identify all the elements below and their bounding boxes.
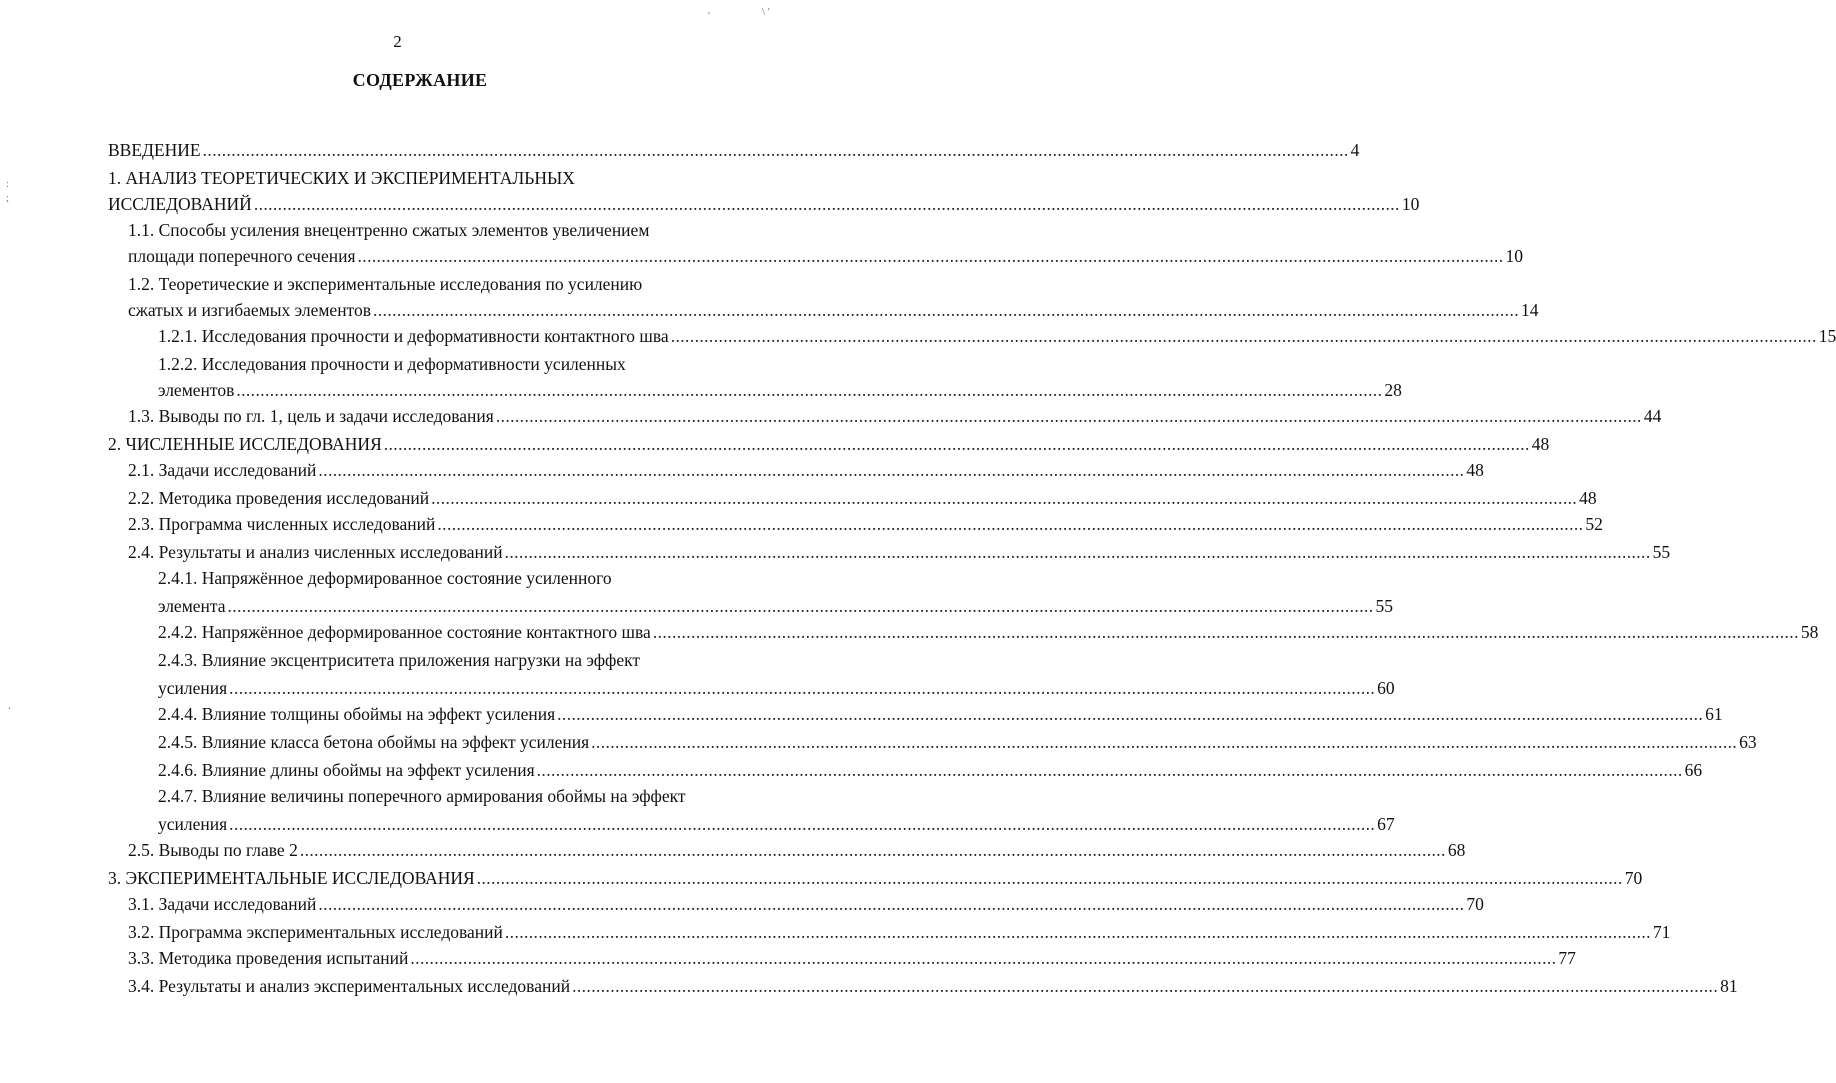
- toc-entry-title: 1.2. Теоретические и экспериментальные исследования по усилению: [128, 274, 643, 294]
- toc-entry: [128, 270, 642, 298]
- toc-leader-dots: [228, 592, 1374, 620]
- toc-leader-dots: [229, 674, 1375, 702]
- toc-entry-title: усиления: [158, 814, 228, 834]
- toc-entry: [128, 402, 1662, 430]
- toc-entry: [158, 810, 1395, 838]
- toc-entry: [128, 242, 1524, 270]
- toc-entry-page: 70: [1624, 868, 1643, 888]
- toc-entry-page: 61: [1705, 704, 1723, 724]
- toc-entry-title: 2.4.7. Влияние величины поперечного армирования обоймы на эффект: [158, 786, 686, 806]
- toc-entry-page: 81: [1720, 976, 1738, 996]
- toc-entry-page: 77: [1558, 948, 1576, 968]
- toc-entry: [158, 564, 612, 592]
- toc-entry-title: 2.4.1. Напряжённое деформированное состояние усиленного: [158, 568, 612, 588]
- toc-leader-dots: [671, 322, 1817, 350]
- toc-entry-page: 70: [1466, 894, 1484, 914]
- toc-entry-title: элементов: [158, 380, 235, 400]
- toc-entry-page: 58: [1800, 622, 1819, 642]
- toc-entry: [158, 618, 1819, 646]
- toc-entry: [108, 864, 1643, 892]
- toc-entry: [108, 136, 1360, 164]
- toc-entry: [128, 918, 1671, 946]
- toc-entry: [108, 430, 1550, 458]
- toc-leader-dots: [373, 296, 1519, 324]
- toc-entry-title: 1.3. Выводы по гл. 1, цель и задачи исследования: [128, 406, 494, 426]
- page-number: 2: [393, 32, 402, 51]
- toc-entry-title: 1.2.2. Исследования прочности и деформативности усиленных: [158, 354, 626, 374]
- toc-entry-page: 55: [1652, 542, 1671, 562]
- toc-entry-title: 3.1. Задачи исследований: [128, 894, 317, 914]
- toc-entry-page: 44: [1643, 406, 1662, 426]
- page-title: СОДЕРЖАНИЕ: [352, 70, 488, 90]
- toc-entry: [108, 164, 575, 192]
- toc-leader-dots: [203, 136, 1349, 164]
- toc-entry: [158, 728, 1757, 756]
- toc-entry-title: 1.1. Способы усиления внецентренно сжатых элементов увеличением: [128, 220, 650, 240]
- toc-entry-title: ИССЛЕДОВАНИЙ: [108, 194, 252, 214]
- toc-entry-title: усиления: [158, 678, 228, 698]
- toc-entry: [128, 216, 649, 244]
- toc-leader-dots: [229, 810, 1375, 838]
- toc-entry: [128, 456, 1484, 484]
- toc-entry-page: 14: [1521, 300, 1539, 320]
- toc-entry-title: площади поперечного сечения: [128, 246, 356, 266]
- toc-entry: [108, 190, 1420, 218]
- toc-entry-page: 4: [1350, 140, 1360, 160]
- toc-entry-page: 48: [1466, 460, 1484, 480]
- toc-leader-dots: [537, 756, 1683, 784]
- toc-entry: [158, 674, 1395, 702]
- toc-leader-dots: [358, 242, 1504, 270]
- toc-entry: [158, 646, 640, 674]
- toc-leader-dots: [236, 376, 1382, 404]
- toc-entry-title: 1.2.1. Исследования прочности и деформативности контактного шва: [158, 326, 669, 346]
- toc-entry-title: 2.4.6. Влияние длины обоймы на эффект усиления: [158, 760, 535, 780]
- toc-entry: [158, 322, 1836, 350]
- toc-entry-title: 2.3. Программа численных исследований: [128, 514, 436, 534]
- toc-entry: [128, 296, 1539, 324]
- toc-entry-page: 68: [1447, 840, 1466, 860]
- toc-leader-dots: [410, 944, 1556, 972]
- toc-entry: [128, 972, 1738, 1000]
- toc-entry-title: сжатых и изгибаемых элементов: [128, 300, 371, 320]
- toc-entry-title: 2.1. Задачи исследований: [128, 460, 317, 480]
- toc-entry-page: 71: [1652, 922, 1671, 942]
- toc-entry-page: 10: [1401, 194, 1420, 214]
- toc-leader-dots: [557, 700, 1703, 728]
- toc-entry-title: 3.4. Результаты и анализ экспериментальных исследований: [128, 976, 571, 996]
- toc-entry-title: 2.4.5. Влияние класса бетона обоймы на эффект усиления: [158, 732, 590, 752]
- toc-entry: [128, 836, 1466, 864]
- toc-entry-page: 48: [1531, 434, 1550, 454]
- toc-entry: [158, 592, 1394, 620]
- toc-leader-dots: [496, 402, 1642, 430]
- toc-entry-page: 67: [1377, 814, 1395, 834]
- toc-leader-dots: [431, 484, 1577, 512]
- toc-leader-dots: [437, 510, 1583, 538]
- toc-entry: [158, 350, 626, 378]
- toc-leader-dots: [300, 836, 1446, 864]
- toc-entry-page: 63: [1739, 732, 1757, 752]
- toc-entry-title: 2.4. Результаты и анализ численных исследований: [128, 542, 503, 562]
- toc-leader-dots: [318, 890, 1464, 918]
- toc-entry-title: 2.4.2. Напряжённое деформированное состояние контактного шва: [158, 622, 651, 642]
- toc-entry-page: 60: [1377, 678, 1395, 698]
- toc-entry-title: ВВЕДЕНИЕ: [108, 140, 201, 160]
- toc-entry-title: 3.2. Программа экспериментальных исследований: [128, 922, 503, 942]
- toc-leader-dots: [505, 538, 1651, 566]
- toc-entry-title: 2.2. Методика проведения исследований: [128, 488, 430, 508]
- toc-leader-dots: [505, 918, 1651, 946]
- toc-entry-title: 2. ЧИСЛЕННЫЕ ИССЛЕДОВАНИЯ: [108, 434, 382, 454]
- toc-entry-page: 55: [1375, 596, 1394, 616]
- toc-entry-title: 2.4.3. Влияние эксцентриситета приложения нагрузки на эффект: [158, 650, 641, 670]
- toc-entry-title: 3.3. Методика проведения испытаний: [128, 948, 409, 968]
- toc-entry-title: 2.5. Выводы по главе 2: [128, 840, 298, 860]
- toc-leader-dots: [477, 864, 1623, 892]
- toc-entry: [128, 538, 1671, 566]
- toc-entry-title: 3. ЭКСПЕРИМЕНТАЛЬНЫЕ ИССЛЕДОВАНИЯ: [108, 868, 475, 888]
- toc-entry: [128, 484, 1597, 512]
- toc-entry-title: 1. АНАЛИЗ ТЕОРЕТИЧЕСКИХ И ЭКСПЕРИМЕНТАЛЬНЫХ: [108, 168, 575, 188]
- toc-entry-page: 15: [1818, 326, 1836, 346]
- toc-entry-title: элемента: [158, 596, 226, 616]
- toc-entry-page: 48: [1579, 488, 1597, 508]
- toc-entry-page: 66: [1684, 760, 1703, 780]
- toc-entry-page: 52: [1585, 514, 1603, 534]
- toc-entry: [128, 510, 1603, 538]
- toc-entry-page: 10: [1505, 246, 1524, 266]
- toc-entry-page: 28: [1384, 380, 1402, 400]
- toc-leader-dots: [591, 728, 1737, 756]
- toc-entry-title: 2.4.4. Влияние толщины обоймы на эффект усиления: [158, 704, 556, 724]
- toc-entry: [158, 700, 1723, 728]
- toc-leader-dots: [318, 456, 1464, 484]
- toc-entry: [158, 782, 686, 810]
- toc-leader-dots: [653, 618, 1799, 646]
- toc-entry: [158, 376, 1402, 404]
- toc-leader-dots: [254, 190, 1400, 218]
- toc-leader-dots: [572, 972, 1718, 1000]
- toc-entry: [128, 890, 1484, 918]
- toc-entry: [128, 944, 1576, 972]
- toc-entry: [158, 756, 1703, 784]
- toc-leader-dots: [384, 430, 1530, 458]
